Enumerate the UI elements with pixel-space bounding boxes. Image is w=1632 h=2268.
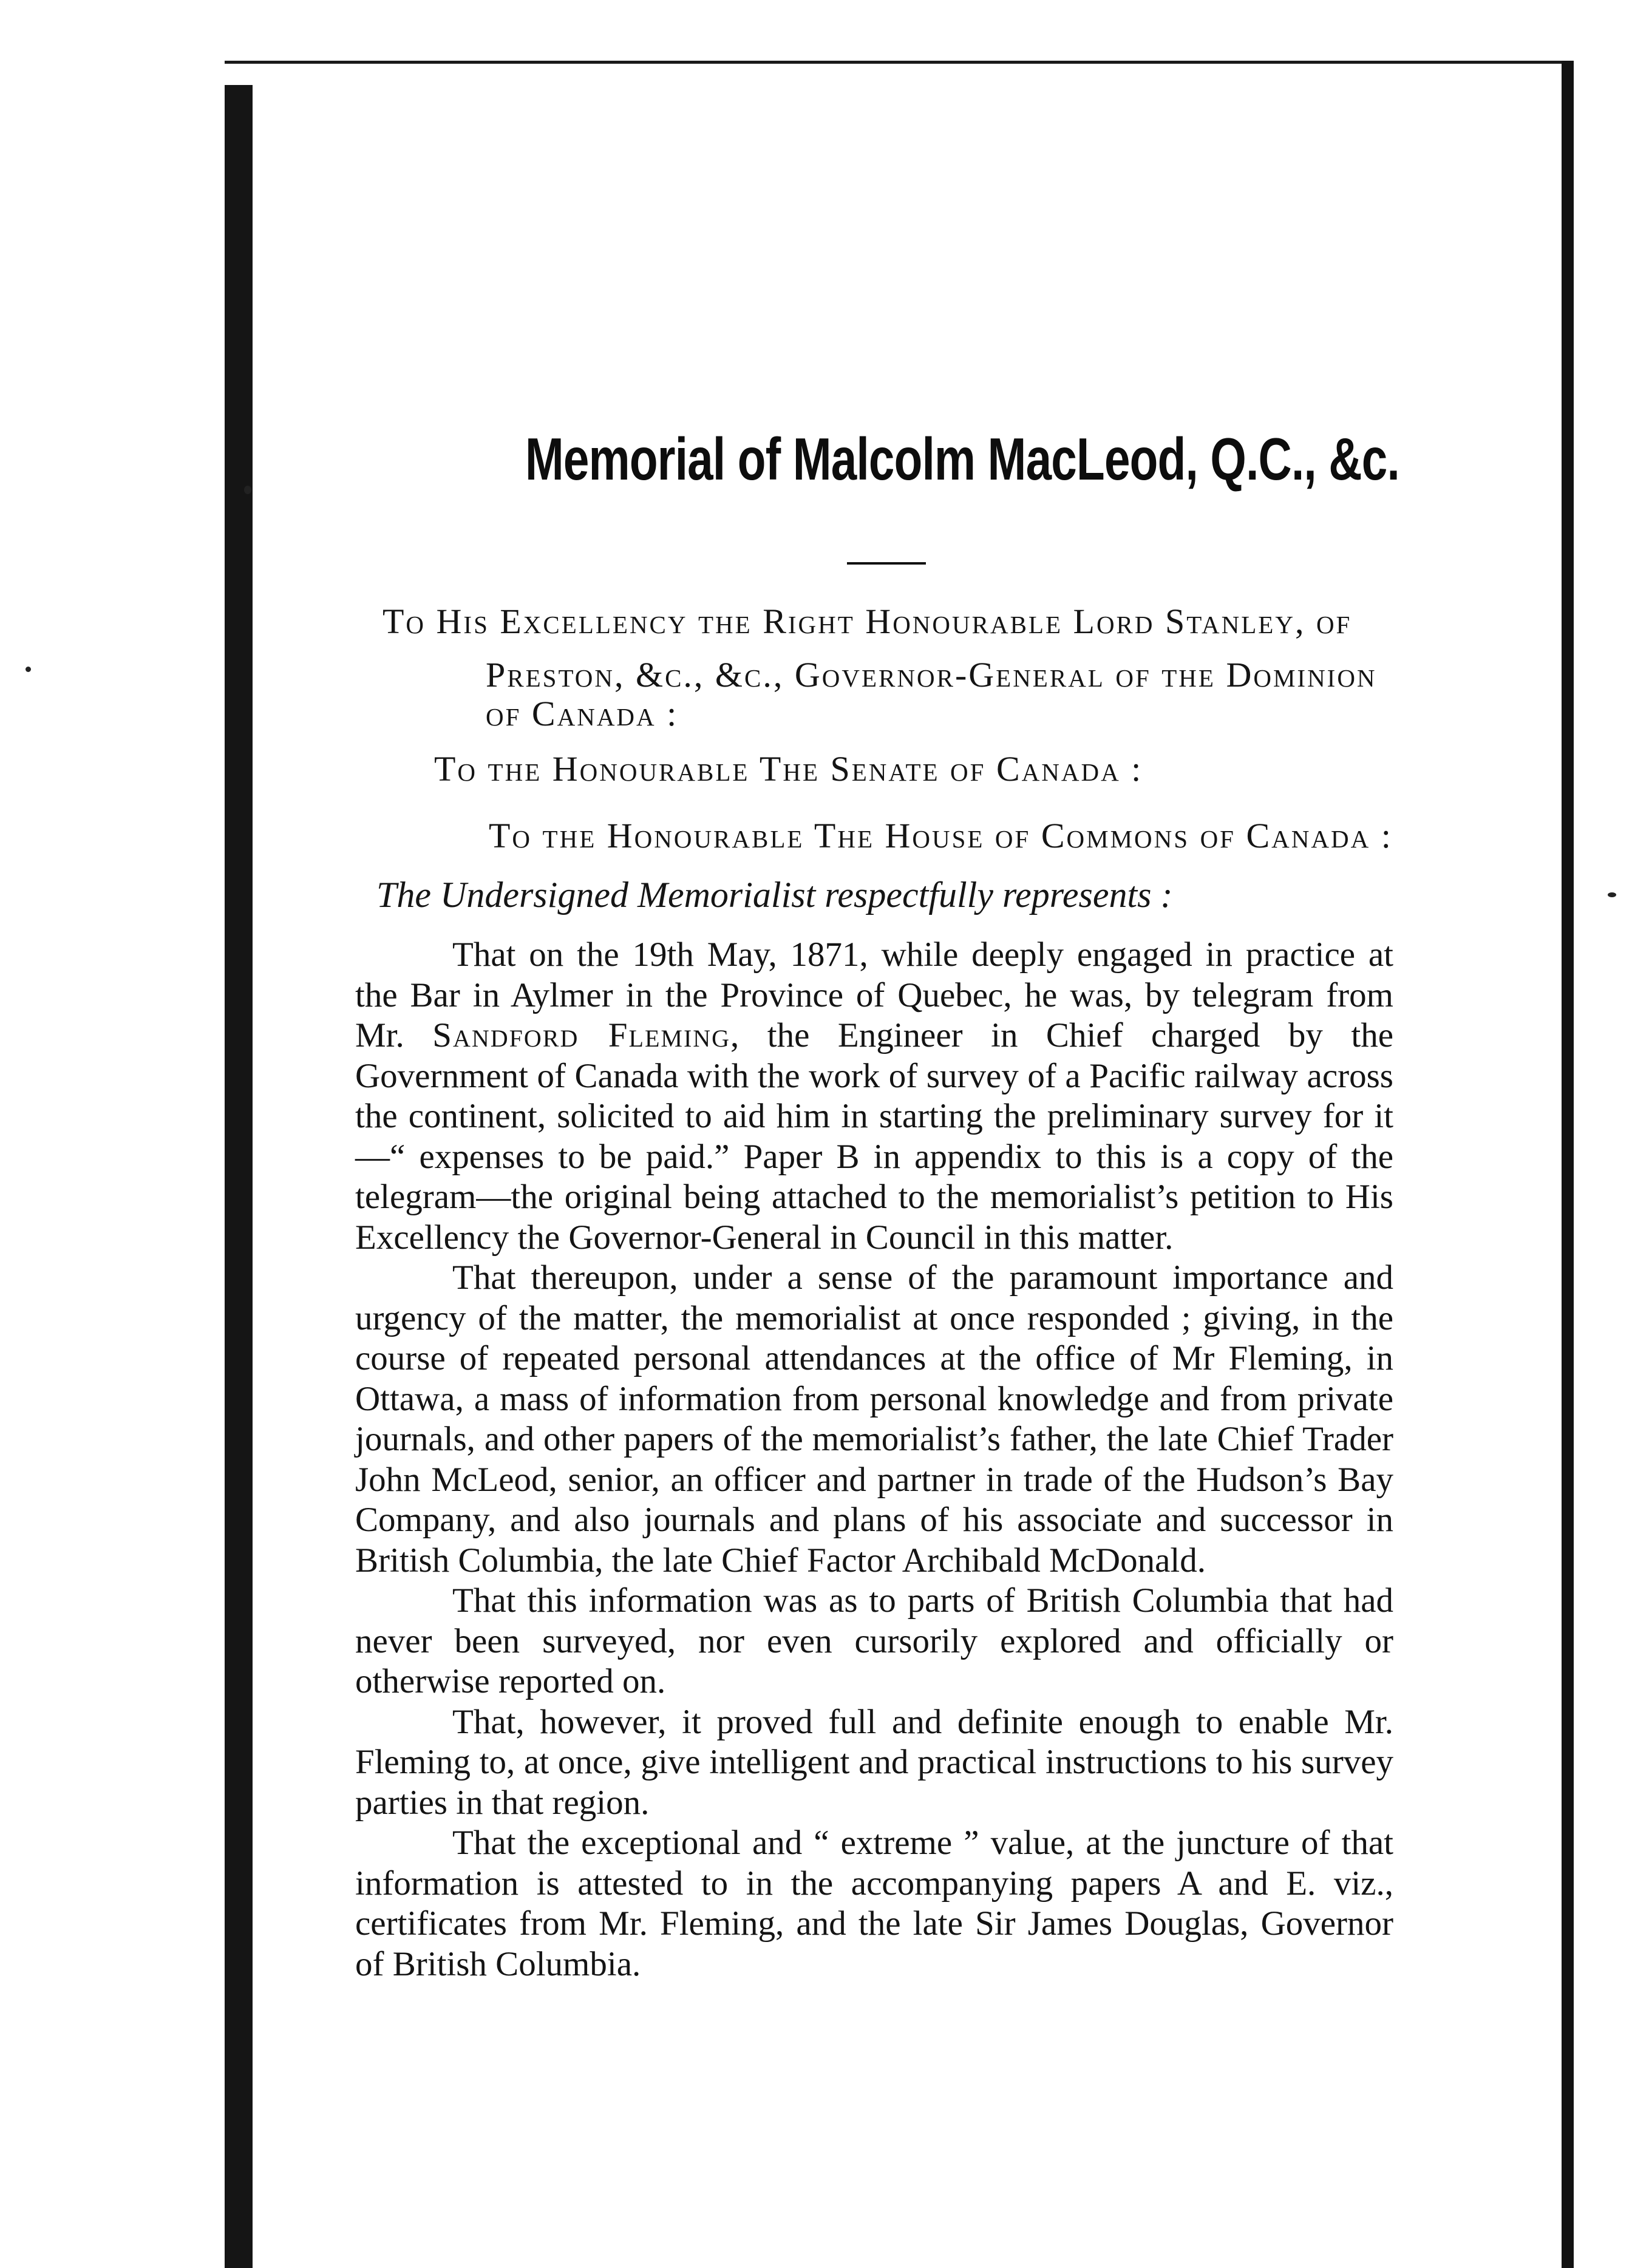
scan-binding-shadow: [225, 85, 253, 2268]
memorial-body: [355, 935, 1393, 1984]
address-senate: To the Honourable The Senate of Canada :: [434, 749, 1143, 789]
document-title: Memorial of Malcolm MacLeod, Q.C., &c.: [525, 426, 1399, 492]
address-governor-general: To His Excellency the Right Honourable Lord Stanley, of: [382, 602, 1352, 641]
paragraph-4: That, however, it proved full and definite enough to enable Mr. Fleming to, at once, give intelligent and practical instructions to his survey parties in that region.: [355, 1702, 1393, 1822]
scan-speck: [25, 667, 31, 672]
memorial-intro: The Undersigned Memorialist respectfully represents :: [376, 875, 1173, 915]
scan-top-edge: [225, 61, 1574, 64]
address-line: of Canada :: [486, 694, 679, 733]
paragraph-3: That this information was as to parts of British Columbia that had never been surveyed, nor even cursorily explored and officially or otherwise reported on.: [355, 1581, 1393, 1700]
address-house-of-commons: To the Honourable The House of Commons of Canada :: [489, 816, 1393, 855]
person-name: Sandford Fleming: [432, 1016, 731, 1054]
title-divider: [847, 562, 926, 565]
paragraph-5: That the exceptional and “ extreme ” value, at the juncture of that information is attested to in the accompanying papers A and E. viz., certificates from Mr. Fleming, and the late Sir James Douglas, Governor of British Columbia.: [355, 1824, 1393, 1983]
address-governor-general-continued: [486, 656, 1377, 733]
address-line: Preston, &c., &c., Governor-General of the Dominion: [486, 655, 1377, 694]
paragraph-2: That thereupon, under a sense of the paramount importance and urgency of the matter, the memorialist at once responded ; giving, in the course of repeated personal attendances at the office of Mr Fleming, in Ottawa, a mass of information from personal knowledge and from private journals, and other papers of the memorialist’s father, the late Chief Trader John McLeod, senior, an officer and partner in trade of the Hudson’s Bay Company, and also journals and plans of his associate and successor in British Columbia, the late Chief Factor Archibald McDonald.: [355, 1258, 1393, 1580]
paragraph-1-text-a: That on the 19th May, 1871, while deeply engaged in practice at the Bar in Aylmer in the Province of Quebec, he was, by telegram from Mr.: [355, 935, 1393, 1054]
scan-speck: [244, 486, 251, 494]
scan-right-edge: [1562, 61, 1574, 2268]
paragraph-1: [355, 935, 1393, 1258]
paragraph-1-text-b: , the Engineer in Chief charged by the Government of Canada with the work of survey of a Pacific railway across the continent, solicited to aid him in starting the preliminary survey for it—“ expenses to be paid.” Paper B in appendix to this is a copy of the telegram—the original being attached to the memorialist’s petition to His Excellency the Governor-General in Council in this matter.: [355, 1016, 1394, 1257]
scan-speck: [1608, 892, 1616, 897]
